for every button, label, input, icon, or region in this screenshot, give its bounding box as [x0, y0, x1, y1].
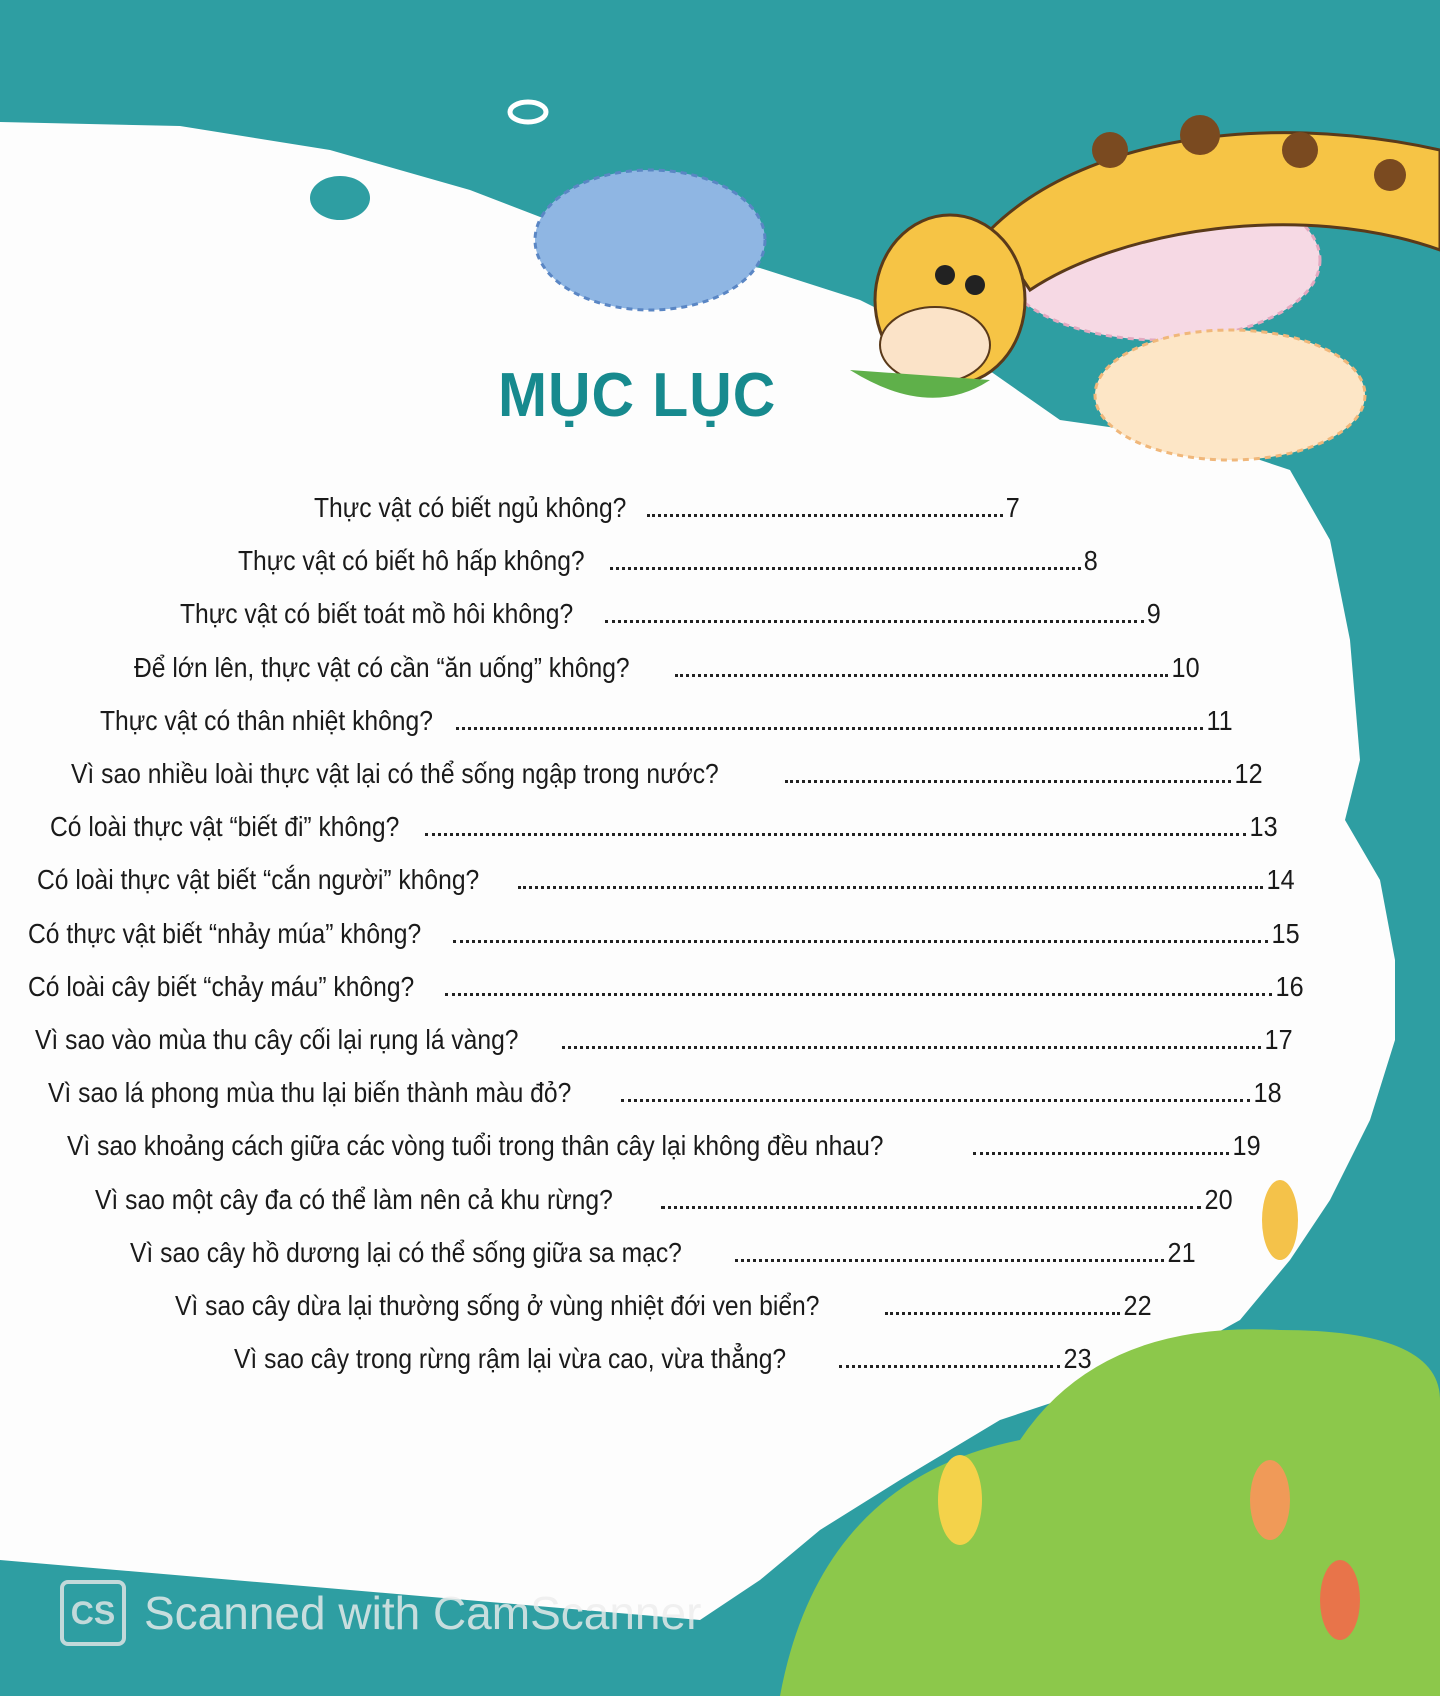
- toc-entry[interactable]: [314, 488, 1021, 524]
- toc-entry[interactable]: [48, 1073, 1283, 1109]
- dot-leader: [973, 1152, 1229, 1155]
- toc-entry-title: Vì sao cây hồ dương lại có thể sống giữa sa mạc?: [130, 1236, 682, 1268]
- toc-entry-title: Vì sao nhiều loài thực vật lại có thể sống ngập trong nước?: [71, 758, 719, 789]
- toc-entry-title: Có loài thực vật biết “cắn người” không?: [37, 864, 480, 896]
- toc-entry-page: 14: [1266, 864, 1295, 896]
- dot-leader: [839, 1365, 1059, 1368]
- dot-leader: [453, 940, 1268, 943]
- toc-entry[interactable]: [175, 1286, 1153, 1322]
- toc-entry[interactable]: [71, 754, 1264, 790]
- toc-entry-page: 17: [1264, 1024, 1293, 1055]
- toc-entry[interactable]: [67, 1126, 1262, 1162]
- toc-entry-page: 23: [1063, 1343, 1092, 1375]
- toc-entry-title: Thực vật có biết ngủ không?: [314, 492, 627, 523]
- cloud-blue: [535, 170, 765, 310]
- toc-entry-page: 22: [1123, 1290, 1152, 1321]
- dot-leader: [610, 567, 1082, 570]
- toc-entry-title: Có loài cây biết “chảy máu” không?: [28, 970, 415, 1002]
- toc-entry-title: Vì sao vào mùa thu cây cối lại rụng lá vàng?: [35, 1024, 519, 1055]
- toc-entry[interactable]: [180, 594, 1162, 630]
- dot-leader: [647, 514, 1003, 517]
- watermark-text: Scanned with CamScanner: [144, 1587, 702, 1639]
- toc-entry-page: 21: [1167, 1236, 1196, 1268]
- toc-entry-title: Thực vật có biết toát mồ hôi không?: [180, 598, 574, 630]
- toc-entry-page: 13: [1249, 811, 1278, 843]
- toc-entry-page: 11: [1206, 704, 1233, 736]
- dot-leader: [562, 1046, 1260, 1049]
- toc-entry[interactable]: [28, 967, 1305, 1003]
- toc-entry-title: Vì sao một cây đa có thể làm nên cả khu rừng?: [95, 1183, 613, 1215]
- toc-entry[interactable]: [35, 1020, 1294, 1056]
- toc-entry-title: Vì sao lá phong mùa thu lại biến thành màu đỏ?: [48, 1077, 572, 1109]
- toc-entry-title: Thực vật có biết hô hấp không?: [238, 545, 585, 577]
- toc-entry[interactable]: [28, 914, 1301, 950]
- dot-leader: [735, 1259, 1164, 1262]
- dot-leader: [621, 1099, 1250, 1102]
- toc-entry[interactable]: [50, 807, 1279, 843]
- camscanner-watermark: [60, 1580, 701, 1646]
- toc-entry-title: Vì sao cây dừa lại thường sống ở vùng nhiệt đới ven biển?: [175, 1290, 820, 1321]
- bush: [780, 1329, 1440, 1696]
- toc-entry-page: 16: [1275, 970, 1304, 1002]
- toc-entry[interactable]: [134, 648, 1201, 684]
- cloud-peach: [1095, 330, 1365, 460]
- toc-entry-page: 10: [1171, 651, 1200, 683]
- page-title: MỤC LỤC: [498, 361, 777, 430]
- toc-entry-title: Để lớn lên, thực vật có cần “ăn uống” không?: [134, 651, 630, 683]
- dot-leader: [518, 886, 1263, 889]
- toc-entry-page: 7: [1006, 492, 1021, 523]
- dot-leader: [675, 674, 1168, 677]
- hole: [310, 176, 370, 220]
- camscanner-logo: CS: [60, 1580, 126, 1646]
- toc-entry-page: 18: [1253, 1077, 1282, 1109]
- dot-leader: [425, 833, 1246, 836]
- toc-entry[interactable]: [234, 1339, 1093, 1375]
- toc-entry-page: 12: [1234, 758, 1263, 789]
- dot-leader: [785, 780, 1231, 783]
- toc-entry-title: Vì sao cây trong rừng rậm lại vừa cao, vừa thẳng?: [234, 1343, 787, 1375]
- toc-entry[interactable]: [37, 860, 1296, 896]
- toc-entry[interactable]: [238, 541, 1099, 577]
- toc-entry-page: 9: [1147, 598, 1162, 630]
- toc-entry[interactable]: [130, 1233, 1197, 1269]
- toc-entry-page: 19: [1232, 1130, 1261, 1162]
- toc-entry-page: 20: [1204, 1183, 1233, 1215]
- dot-leader: [885, 1312, 1119, 1315]
- hole: [510, 102, 546, 122]
- toc-entry-title: Vì sao khoảng cách giữa các vòng tuổi trong thân cây lại không đều nhau?: [67, 1130, 884, 1162]
- dot-leader: [661, 1206, 1200, 1209]
- dot-leader: [456, 727, 1203, 730]
- toc-entry-title: Có loài thực vật “biết đi” không?: [50, 811, 400, 843]
- toc-entry-title: Thực vật có thân nhiệt không?: [100, 704, 433, 736]
- toc-entry[interactable]: [95, 1180, 1234, 1216]
- toc-entry-page: 8: [1084, 545, 1099, 577]
- dot-leader: [605, 620, 1145, 623]
- toc-entry-title: Có thực vật biết “nhảy múa” không?: [28, 917, 422, 949]
- toc-entry[interactable]: [100, 701, 1234, 737]
- toc-entry-page: 15: [1271, 917, 1300, 949]
- dot-leader: [445, 993, 1272, 996]
